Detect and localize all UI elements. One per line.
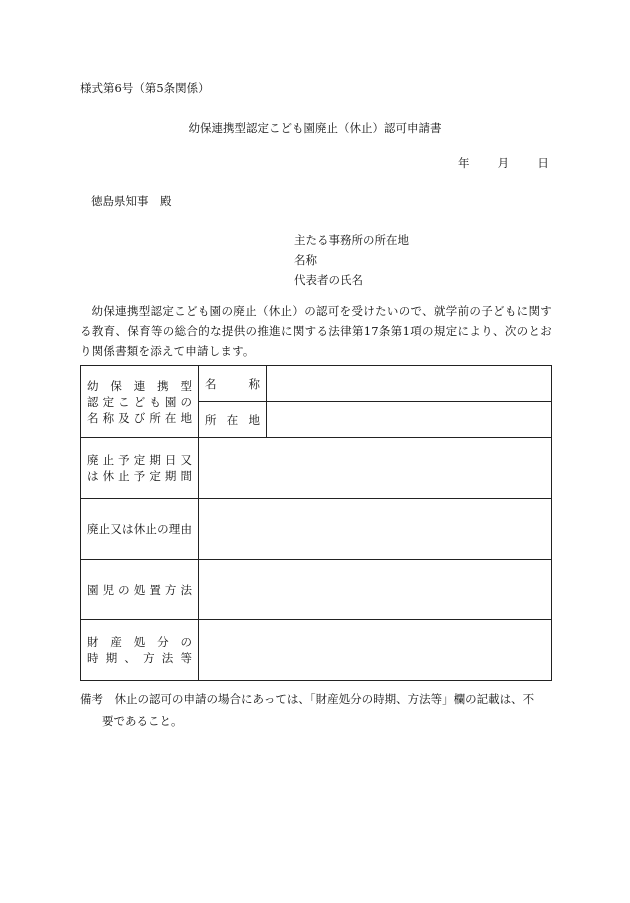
children-label: 園児の処置方法 (81, 560, 199, 620)
facility-label-cell (81, 366, 199, 438)
form-number: 様式第6号（第5条関係） (80, 81, 210, 95)
facility-label-line2: 認定こども園の (87, 394, 192, 409)
remarks-note (80, 688, 555, 732)
location-label: 所在地 (199, 402, 267, 438)
applicant-block (294, 230, 409, 290)
facility-label-line3: 名称及び所在地 (87, 410, 192, 425)
children-field[interactable] (199, 560, 552, 620)
location-field[interactable] (267, 402, 552, 438)
date-day: 日 (537, 156, 549, 170)
property-label-line1: 財産処分の (87, 635, 192, 649)
name-field[interactable] (267, 366, 552, 402)
remarks-line1: 備考 休止の認可の申請の場合にあっては、「財産処分の時期、方法等」欄の記載は、不 (80, 692, 535, 706)
name-label: 名称 (199, 366, 267, 402)
applicant-name: 名称 (294, 253, 317, 267)
application-table (80, 365, 552, 681)
date-year: 年 (458, 156, 470, 170)
remarks-line2: 要であること。 (102, 714, 183, 728)
date-month: 月 (497, 156, 510, 170)
property-label-line2: 時期、方法等 (87, 651, 192, 665)
addressee: 徳島県知事 殿 (91, 194, 172, 208)
schedule-label-line1: 廃止予定期日又 (87, 453, 192, 467)
reason-label: 廃止又は休止の理由 (81, 499, 199, 560)
date-line (458, 155, 549, 171)
reason-field[interactable] (199, 499, 552, 560)
schedule-label-line2: は休止予定期間 (87, 469, 192, 483)
application-body-text: 幼保連携型認定こども園の廃止（休止）の認可を受けたいので、就学前の子どもに関する教育、保育等の総合的な提供の推進に関する法律第17条第1項の規定により、次のとおり関係書類を添えて申請します。 (80, 304, 552, 358)
facility-label-line1: 幼保連携型 (87, 378, 192, 393)
applicant-representative: 代表者の氏名 (294, 273, 363, 287)
document-title: 幼保連携型認定こども園廃止（休止）認可申請書 (188, 121, 442, 135)
property-label-cell (81, 620, 199, 681)
schedule-label-cell (81, 438, 199, 499)
schedule-field[interactable] (199, 438, 552, 499)
applicant-office-location: 主たる事務所の所在地 (294, 233, 409, 247)
property-field[interactable] (199, 620, 552, 681)
